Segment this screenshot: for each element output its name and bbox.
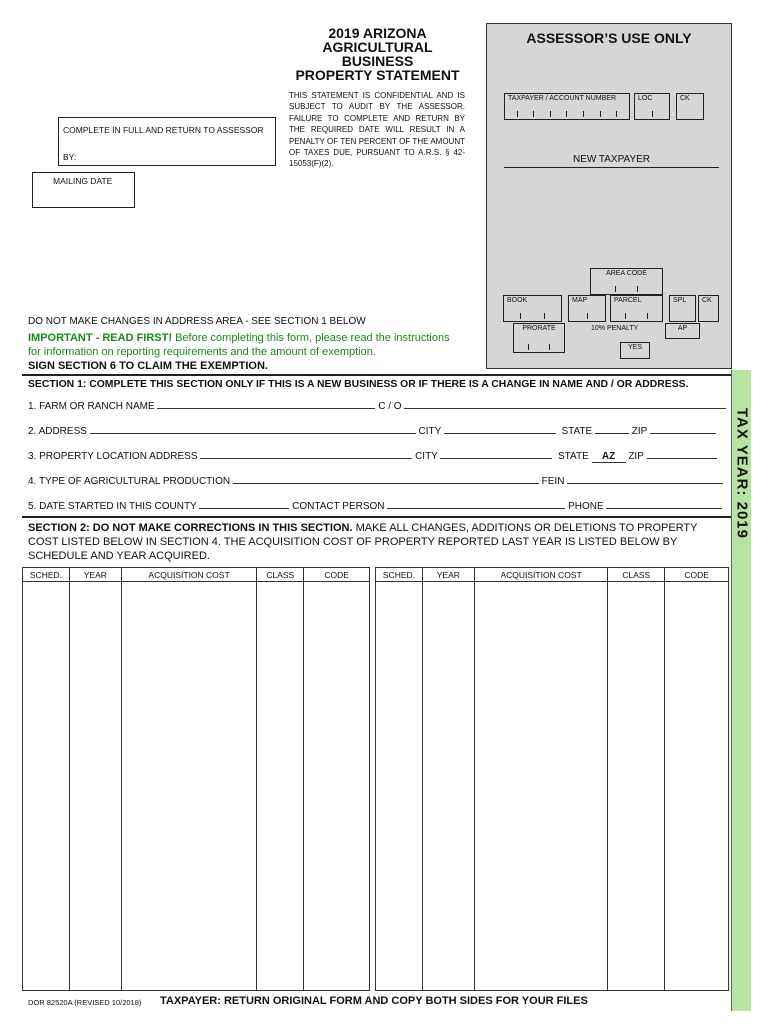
co-field[interactable]	[404, 399, 726, 409]
acquisition-table-left	[22, 567, 370, 991]
spl-label: SPL	[673, 297, 687, 304]
production-type-label: 4. TYPE OF AGRICULTURAL PRODUCTION	[28, 476, 231, 487]
co-label: C / O	[378, 401, 402, 412]
book-field[interactable]	[503, 295, 562, 322]
ck-field[interactable]	[676, 93, 704, 120]
parcel-label: PARCEL	[614, 297, 642, 304]
prorate-label: PRORATE	[522, 325, 556, 332]
property-location-field[interactable]	[200, 449, 412, 459]
mailing-date-label: MAILING DATE	[53, 176, 113, 186]
title-line-4: PROPERTY STATEMENT	[295, 67, 460, 83]
city-field[interactable]	[444, 424, 556, 434]
property-city-field[interactable]	[440, 449, 552, 459]
assessor-title: ASSESSOR’S USE ONLY	[526, 30, 692, 46]
address-note: DO NOT MAKE CHANGES IN ADDRESS AREA - SEE SECTION 1 BELOW	[28, 316, 366, 327]
property-location-label: 3. PROPERTY LOCATION ADDRESS	[28, 451, 198, 462]
book-label: BOOK	[507, 297, 528, 304]
ap-field[interactable]	[665, 323, 700, 339]
penalty-label: 10% PENALTY	[591, 325, 639, 332]
loc-field[interactable]	[634, 93, 670, 120]
assessor-use-panel	[486, 23, 732, 369]
section2-top-rule	[22, 516, 731, 518]
important-bold: IMPORTANT - READ FIRST!	[28, 332, 173, 344]
prorate-field[interactable]	[513, 323, 565, 353]
ck-label: CK	[680, 95, 690, 102]
map-field[interactable]	[568, 295, 606, 322]
property-zip-label: ZIP	[628, 451, 644, 462]
property-state-label: STATE	[558, 451, 589, 462]
date-started-label: 5. DATE STARTED IN THIS COUNTY	[28, 501, 197, 512]
by-label: BY:	[63, 152, 77, 162]
col-year-2: YEAR	[422, 568, 474, 582]
phone-label: PHONE	[568, 501, 604, 512]
taxpayer-account-label: TAXPAYER / ACCOUNT NUMBER	[508, 95, 616, 102]
col-code-2: CODE	[665, 568, 729, 582]
city-label: CITY	[418, 426, 442, 437]
section2-heading-bold: SECTION 2: DO NOT MAKE CORRECTIONS IN THIS SECTION.	[28, 522, 353, 534]
area-code-field[interactable]	[590, 268, 663, 295]
production-type-field[interactable]	[233, 474, 539, 484]
mailing-date-box[interactable]	[32, 172, 135, 208]
section2-heading-rest: MAKE ALL CHANGES, ADDITIONS OR DELETIONS TO PROPERTY COST LISTED BELOW IN SECTION 4. THE ACQUISITION COST OF PROPERTY REPORTED LAST YEAR IS LISTED BELOW BY SCHEDULE AND YEAR ACQUIRED.	[28, 522, 698, 562]
new-taxpayer-line	[504, 167, 719, 168]
col-acquisition-cost: ACQUISITION COST	[121, 568, 257, 582]
ck2-label: CK	[702, 297, 712, 304]
form-title	[270, 26, 485, 82]
farm-name-field[interactable]	[157, 399, 375, 409]
farm-name-row	[28, 399, 726, 412]
address-label: 2. ADDRESS	[28, 426, 87, 437]
state-field[interactable]	[595, 424, 629, 434]
col-sched: SCHED.	[23, 568, 70, 582]
spl-field[interactable]	[669, 295, 696, 322]
area-code-label: AREA CODE	[606, 270, 647, 277]
year-cell[interactable]	[422, 582, 474, 991]
title-line-1: 2019 ARIZONA	[328, 25, 427, 41]
property-state-field[interactable]: AZ	[592, 451, 626, 463]
col-sched-2: SCHED.	[376, 568, 423, 582]
acquisition-cost-cell[interactable]	[474, 582, 608, 991]
production-type-row	[28, 474, 723, 487]
phone-field[interactable]	[606, 499, 722, 509]
title-line-3: BUSINESS	[341, 53, 414, 69]
property-location-row	[28, 449, 717, 463]
col-acquisition-cost-2: ACQUISITION COST	[474, 568, 608, 582]
section1-heading: SECTION 1: COMPLETE THIS SECTION ONLY IF THIS IS A NEW BUSINESS OR IF THERE IS A CHANGE IN NAME AND / OR ADDRESS.	[28, 379, 689, 390]
class-cell[interactable]	[257, 582, 304, 991]
ck2-field[interactable]	[698, 295, 719, 322]
year-cell[interactable]	[69, 582, 121, 991]
code-cell[interactable]	[665, 582, 729, 991]
confidential-notice: THIS STATEMENT IS CONFIDENTIAL AND IS SUBJECT TO AUDIT BY THE ASSESSOR. FAILURE TO COMPLETE AND RETURN BY THE REQUIRED DATE WILL RESULT IN A PENALTY OF TEN PERCENT OF THE AMOUNT OF TAXES DUE, PURSUANT TO A.R.S. § 42-15053(F)(2).	[289, 91, 465, 169]
section1-top-rule	[22, 374, 731, 376]
col-code: CODE	[304, 568, 370, 582]
acquisition-table-right	[375, 567, 729, 991]
sign-instruction: SIGN SECTION 6 TO CLAIM THE EXEMPTION.	[28, 360, 268, 372]
code-cell[interactable]	[304, 582, 370, 991]
zip-label: ZIP	[631, 426, 648, 437]
footer-note: TAXPAYER: RETURN ORIGINAL FORM AND COPY BOTH SIDES FOR YOUR FILES	[160, 995, 588, 1007]
fein-label: FEIN	[541, 476, 565, 487]
address-row	[28, 424, 716, 437]
contact-person-field[interactable]	[387, 499, 565, 509]
col-class: CLASS	[257, 568, 304, 582]
return-to-assessor-box[interactable]	[58, 117, 276, 166]
map-label: MAP	[572, 297, 588, 304]
sched-cell[interactable]	[23, 582, 70, 991]
taxpayer-account-field[interactable]	[504, 93, 630, 120]
important-text: Before completing this form, please read the instructions	[172, 332, 450, 344]
date-started-row	[28, 499, 722, 512]
tax-year-bar	[731, 370, 751, 1011]
ap-label: AP	[677, 325, 688, 332]
zip-field[interactable]	[650, 424, 716, 434]
sched-cell[interactable]	[376, 582, 423, 991]
property-zip-field[interactable]	[647, 449, 717, 459]
col-year: YEAR	[69, 568, 121, 582]
yes-checkbox[interactable]	[620, 342, 650, 359]
important-text-2: for information on reporting requirements and the amount of exemption.	[28, 346, 376, 358]
address-field[interactable]	[90, 424, 416, 434]
farm-name-label: 1. FARM OR RANCH NAME	[28, 401, 155, 412]
important-notice	[28, 332, 478, 344]
new-taxpayer-label: NEW TAXPAYER	[572, 154, 651, 165]
yes-label: YES	[627, 344, 642, 351]
contact-person-label: CONTACT PERSON	[292, 501, 385, 512]
loc-label: LOC	[638, 95, 653, 102]
return-label: COMPLETE IN FULL AND RETURN TO ASSESSOR	[63, 125, 264, 135]
col-class-2: CLASS	[608, 568, 665, 582]
title-line-2: AGRICULTURAL	[322, 39, 433, 55]
state-label: STATE	[561, 426, 593, 437]
fein-field[interactable]	[567, 474, 723, 484]
form-id: DOR 82520A (REVISED 10/2018)	[28, 998, 142, 1007]
section2-heading	[28, 521, 728, 563]
tax-year-label: TAX YEAR: 2019	[733, 408, 751, 539]
class-cell[interactable]	[608, 582, 665, 991]
property-city-label: CITY	[415, 451, 438, 462]
date-started-field[interactable]	[199, 499, 289, 509]
parcel-field[interactable]	[610, 295, 663, 322]
acquisition-cost-cell[interactable]	[121, 582, 257, 991]
